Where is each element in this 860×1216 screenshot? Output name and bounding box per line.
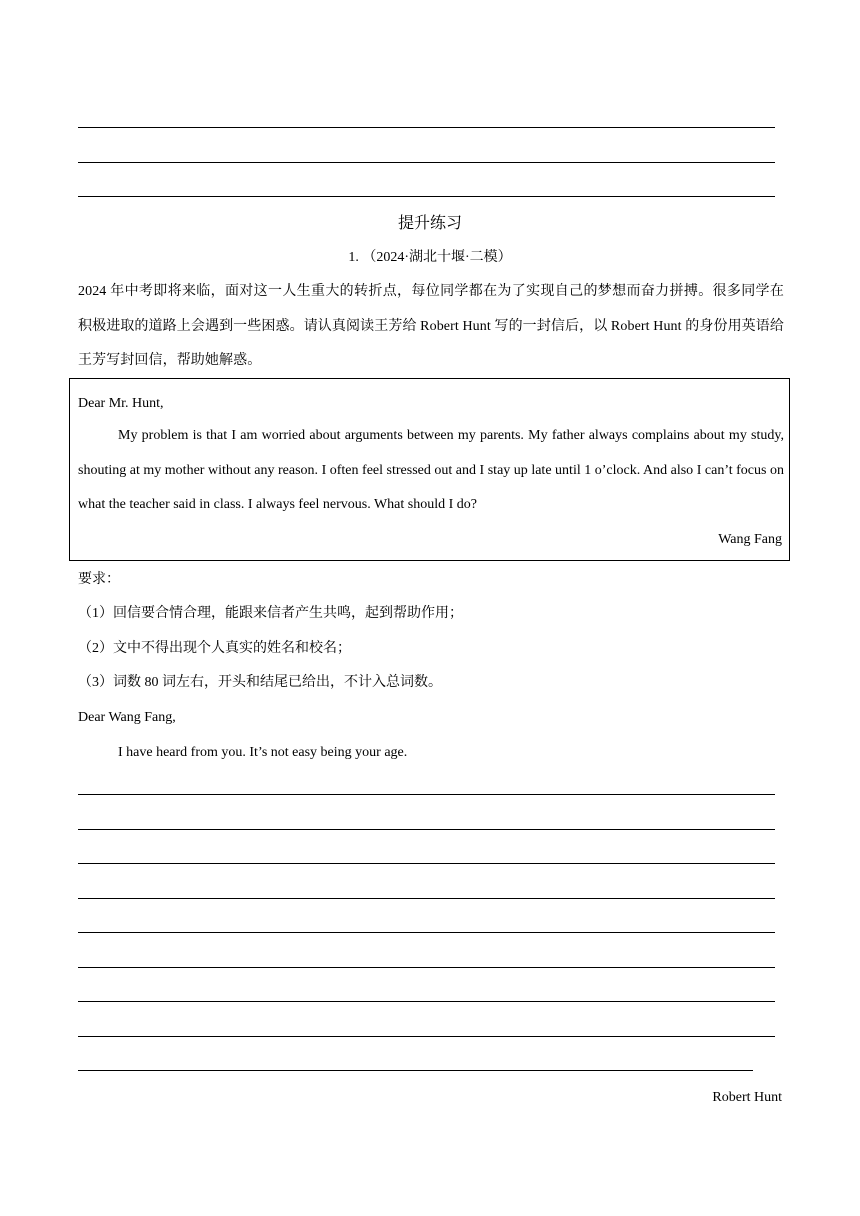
- writing-line[interactable]: [78, 863, 775, 864]
- question-number: 1.: [348, 250, 359, 265]
- section-title: 提升练习: [397, 215, 462, 232]
- writing-line[interactable]: [78, 829, 775, 830]
- requirement-item: （2）文中不得出现个人真实的姓名和校名；: [78, 641, 351, 656]
- letter-body: My problem is that I am worried about arguments between my parents. My father always complains about my study, shouting at my mother without any reason. I often feel stressed out and I stay up late until 1 o’clock. And also I can’t focus on what the teacher said in class. I always feel nervous. What should I do?: [78, 428, 784, 512]
- question-header: [0, 248, 860, 268]
- reply-greeting: Dear Wang Fang,: [78, 710, 176, 725]
- reply-opening: I have heard from you. It’s not easy being your age.: [118, 745, 408, 760]
- writing-line[interactable]: [78, 1070, 753, 1071]
- answer-line[interactable]: [78, 127, 775, 128]
- question-prompt: 2024 年中考即将来临，面对这一人生重大的转折点，每位同学都在为了实现自己的梦想而奋力拼搏。很多同学在积极进取的道路上会遇到一些困惑。请认真阅读王芳给 Robert Hunt 写的一封信后，以 Robert Hunt 的身份用英语给王芳写封回信，帮助她解惑。: [78, 284, 784, 368]
- writing-line[interactable]: [78, 1001, 775, 1002]
- reply-signature: Robert Hunt: [712, 1090, 782, 1105]
- answer-line[interactable]: [78, 162, 775, 163]
- writing-line[interactable]: [78, 932, 775, 933]
- letter-signature: Wang Fang: [718, 532, 782, 547]
- letter-greeting: Dear Mr. Hunt,: [78, 396, 164, 411]
- writing-line[interactable]: [78, 967, 775, 968]
- writing-line[interactable]: [78, 1036, 775, 1037]
- writing-line[interactable]: [78, 898, 775, 899]
- writing-line[interactable]: [78, 794, 775, 795]
- answer-line[interactable]: [78, 196, 775, 197]
- requirement-item: （1）回信要合情合理，能跟来信者产生共鸣，起到帮助作用；: [78, 606, 463, 621]
- question-source: （2024·湖北十堰·二模）: [362, 250, 512, 265]
- requirements-label: 要求：: [78, 572, 120, 587]
- requirement-item: （3）词数 80 词左右，开头和结尾已给出，不计入总词数。: [78, 675, 442, 690]
